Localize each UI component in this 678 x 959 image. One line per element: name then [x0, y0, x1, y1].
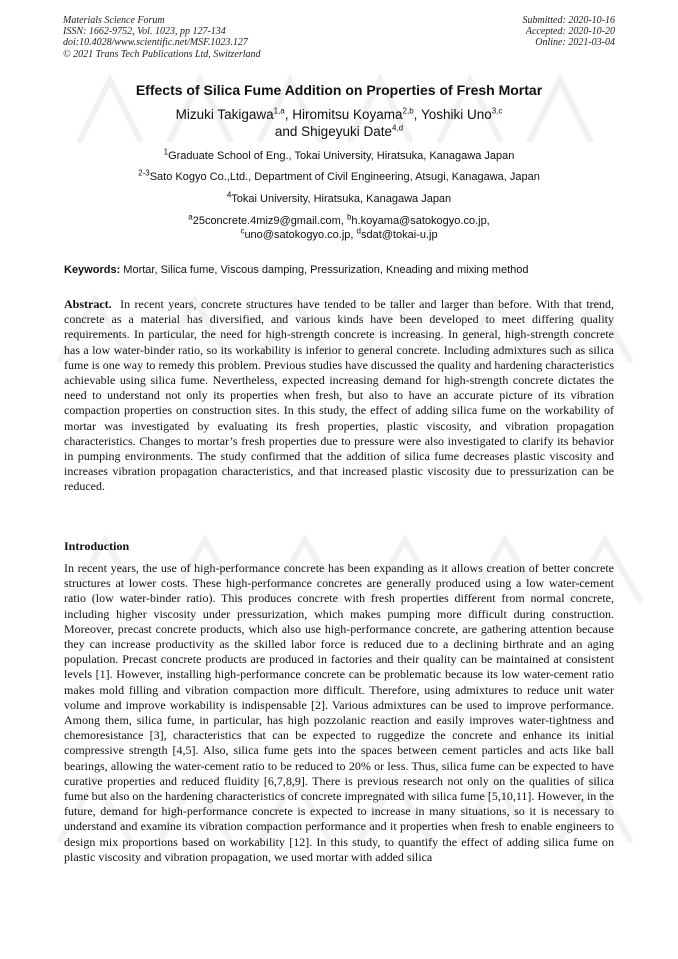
journal-header: [63, 15, 363, 60]
author-separator: ,: [284, 107, 293, 122]
dates-header: [385, 15, 615, 49]
email-marker: d: [356, 226, 361, 236]
affiliation-2: [40, 168, 638, 184]
affiliation-text: Graduate School of Eng., Tokai University, Hiratsuka, Kanagawa Japan: [168, 150, 515, 162]
affiliation-marker: 2-3: [138, 168, 150, 178]
email-marker: a: [188, 212, 193, 222]
author-name: Yoshiki Uno: [420, 107, 492, 122]
author-line-1: [40, 106, 638, 123]
email-line-1: [40, 214, 638, 228]
introduction-heading: Introduction: [64, 539, 130, 553]
keywords: [64, 264, 624, 277]
author-affil-marker: 4,d: [391, 123, 404, 133]
journal-name: Materials Science Forum: [63, 15, 165, 26]
author-affil-marker: 2,b: [402, 106, 414, 116]
abstract-text: In recent years, concrete structures have tended to be taller and larger than before. With that trend, concrete as a material has diversified, and various kinds have been developed to meet differing quality requirements. In particular, the need for high-strength concrete is increasing. In general, high-strength concrete has a low water-binder ratio, so its workability is inferior to general concrete. Including admixtures such as silica fume is one way to remedy this problem. Previous studies have discussed the quality and hardening characteristics achievable using silica fume. Nevertheless, expected increasing demand for high-strength concrete dictates the need to understand not only its properties when fresh, but also to have an accurate picture of its vibration compaction properties on construction sites. In this study, the effect of adding silica fume on the workability of mortar was investigated by evaluating its fresh properties, plastic viscosity, and vibration propagation characteristics. Changes to mortar’s fresh properties due to pressure were also investigated to clarify its behavior in pumping environments. The study confirmed that the addition of silica fume decreases plastic viscosity and increases vibration propagation characteristics, and that increased plastic viscosity due to pressurization can be reduced.: [64, 297, 614, 494]
paper-title: Effects of Silica Fume Addition on Properties of Fresh Mortar: [135, 82, 543, 98]
abstract-label: Abstract.: [64, 297, 112, 311]
author-affil-marker: 1,a: [273, 106, 285, 116]
author-name: Shigeyuki Date: [301, 124, 392, 139]
journal-doi: doi:10.4028/www.scientific.net/MSF.1023.127: [63, 37, 248, 49]
email-marker: c: [240, 226, 245, 236]
author-name: Hiromitsu Koyama: [292, 107, 403, 122]
author-list: [40, 106, 638, 140]
author-name: Mizuki Takigawa: [175, 107, 274, 122]
author-line-2: [40, 123, 638, 140]
author-conjunction: and: [274, 124, 302, 139]
affiliation-marker: 1: [163, 147, 169, 157]
email-list: [40, 214, 638, 242]
affiliation-text: Tokai University, Hiratsuka, Kanagawa Japan: [231, 193, 452, 205]
keywords-text: Mortar, Silica fume, Viscous damping, Pressurization, Kneading and mixing method: [120, 264, 529, 276]
affiliation-marker: 4: [226, 190, 232, 200]
email-a[interactable]: 25concrete.4miz9@gmail.com,: [192, 215, 347, 227]
affiliation-3: [40, 190, 638, 206]
affiliation-1: [40, 147, 638, 163]
email-line-2: [40, 228, 638, 242]
journal-issn: ISSN: 1662-9752, Vol. 1023, pp 127-134: [63, 26, 226, 38]
submitted-date: Submitted: 2020-10-16: [522, 15, 615, 26]
author-affil-marker: 3,c: [491, 106, 503, 116]
email-d[interactable]: sdat@tokai-u.jp: [360, 229, 438, 241]
keywords-label: Keywords:: [64, 264, 121, 276]
email-b[interactable]: h.koyama@satokogyo.co.jp,: [351, 215, 490, 227]
author-separator: ,: [413, 107, 421, 122]
email-marker: b: [346, 212, 352, 222]
email-c[interactable]: uno@satokogyo.co.jp,: [244, 229, 357, 241]
introduction-text: In recent years, the use of high-performance concrete has been expanding as it allows creation of better concrete structures at lower costs. These high-performance concretes are generally produced using a low water-cement ratio (low water-binder ratio). This produces concrete with fresh properties different from normal concrete, including higher viscosity under pressurization, which makes pumping more difficult during construction. Moreover, precast concrete products, which also use high-performance concrete, are gathering attention because they can increase productivity as the skilled labor force is reduced due to a declining birthrate and an aging population. Precast concrete products are produced in factories and their quality can be maintained at consistent levels [1]. However, installing high-performance concrete can be problematic because its low water-cement ratio makes mold filling and vibration compaction more difficult. Therefore, using admixtures to reduce unit water volume and improve workability is indispensable [2]. Various admixtures can be used to improve performance. Among them, silica fume, in particular, has high pozzolanic reaction and easily improves water-tightness and chemoresistance [3], characteristics that can be expected to ruggedize the concrete and enhance its initial compressive strength [4,5]. Also, silica fume gets into the spaces between cement particles and acts like ball bearings, allowing the water-cement ratio to be reduced to 20% or less. Thus, silica fume can be expected to have curative properties and reduced fluidity [6,7,8,9]. There is previous research not only on the qualities of silica fume but also on the hardening characteristics of concrete impregnated with silica fume [5,10,11]. However, in the future, demand for high-performance concrete is expected to increase in many situations, so it is necessary to understand and examine its vibration compaction performance and it properties when fresh to enable engineers to design mix proportions based on workability [12]. In this study, to quantify the effect of adding silica fume on plastic viscosity and vibration propagation, we used mortar with added silica: [64, 561, 614, 864]
affiliation-text: Sato Kogyo Co.,Ltd., Department of Civil Engineering, Atsugi, Kanagawa, Japan: [149, 171, 540, 183]
journal-copyright: © 2021 Trans Tech Publications Ltd, Switzerland: [63, 48, 261, 60]
online-date: Online: 2021-03-04: [535, 37, 615, 49]
abstract: [64, 297, 614, 495]
accepted-date: Accepted: 2020-10-20: [525, 26, 615, 38]
